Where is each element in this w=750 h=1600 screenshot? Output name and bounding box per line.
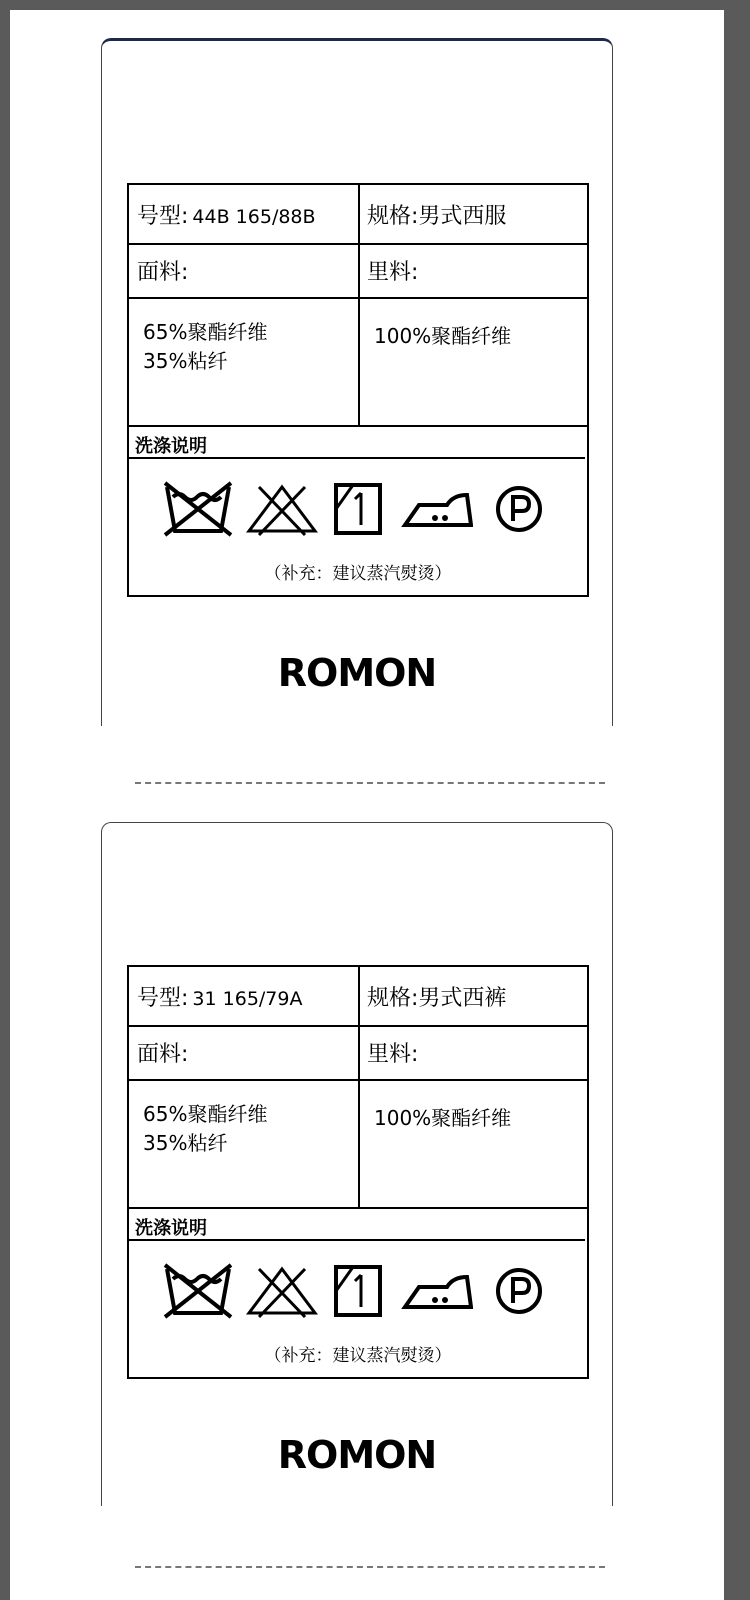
label-table — [127, 183, 589, 597]
do-not-bleach-icon — [245, 481, 319, 537]
iron-medium-icon — [401, 481, 473, 537]
size-value: 31 165/79A — [192, 988, 303, 1010]
cut-line — [135, 782, 605, 784]
drip-dry-icon — [333, 1263, 383, 1319]
spec-value: 男式西服 — [418, 204, 507, 229]
row-divider — [129, 243, 587, 245]
brand-logo: ROMON — [277, 1433, 437, 1477]
shell-composition-line: 35%粘纤 — [143, 1131, 228, 1155]
care-label-trousers — [101, 822, 613, 1506]
shell-composition-line: 35%粘纤 — [143, 349, 228, 373]
cut-line — [135, 1566, 605, 1568]
care-note: （补充：建议蒸汽熨烫） — [264, 1346, 452, 1366]
lining-composition: 100%聚酯纤维 — [374, 1106, 512, 1130]
spec-label: 规格: — [367, 204, 419, 229]
wash-instructions-title: 洗涤说明 — [135, 1218, 207, 1239]
dry-clean-p-icon — [493, 481, 545, 537]
column-divider — [358, 185, 360, 427]
size-cell — [137, 199, 316, 230]
size-cell — [137, 981, 302, 1012]
spec-cell — [367, 981, 506, 1012]
care-note: （补充：建议蒸汽熨烫） — [264, 564, 452, 584]
shell-composition — [143, 1100, 267, 1158]
shell-fabric-label: 面料: — [137, 260, 189, 285]
shell-fabric-label: 面料: — [137, 1042, 189, 1067]
row-divider — [129, 1079, 587, 1081]
iron-medium-icon — [401, 1263, 473, 1319]
do-not-wash-icon — [163, 1263, 233, 1319]
size-label: 号型: — [137, 204, 189, 229]
do-not-wash-icon — [163, 481, 233, 537]
row-divider — [129, 425, 587, 427]
shell-composition — [143, 318, 267, 376]
shell-composition-line: 65%聚酯纤维 — [143, 320, 268, 344]
lining-composition: 100%聚酯纤维 — [374, 324, 512, 348]
size-label: 号型: — [137, 986, 189, 1011]
lining-fabric-label: 里料: — [367, 1042, 419, 1067]
size-value: 44B 165/88B — [192, 206, 316, 228]
dry-clean-p-icon — [493, 1263, 545, 1319]
shell-composition-line: 65%聚酯纤维 — [143, 1102, 268, 1126]
care-label-jacket — [101, 38, 613, 726]
column-divider — [358, 967, 360, 1209]
lining-fabric-label: 里料: — [367, 260, 419, 285]
spec-value: 男式西裤 — [418, 986, 507, 1011]
do-not-bleach-icon — [245, 1263, 319, 1319]
brand-logo: ROMON — [277, 651, 437, 695]
row-divider — [129, 1025, 587, 1027]
row-divider — [129, 1207, 587, 1209]
spec-cell — [367, 199, 506, 230]
wash-instructions-title: 洗涤说明 — [135, 436, 207, 457]
drip-dry-icon — [333, 481, 383, 537]
spec-label: 规格: — [367, 986, 419, 1011]
label-table — [127, 965, 589, 1379]
row-divider — [129, 297, 587, 299]
